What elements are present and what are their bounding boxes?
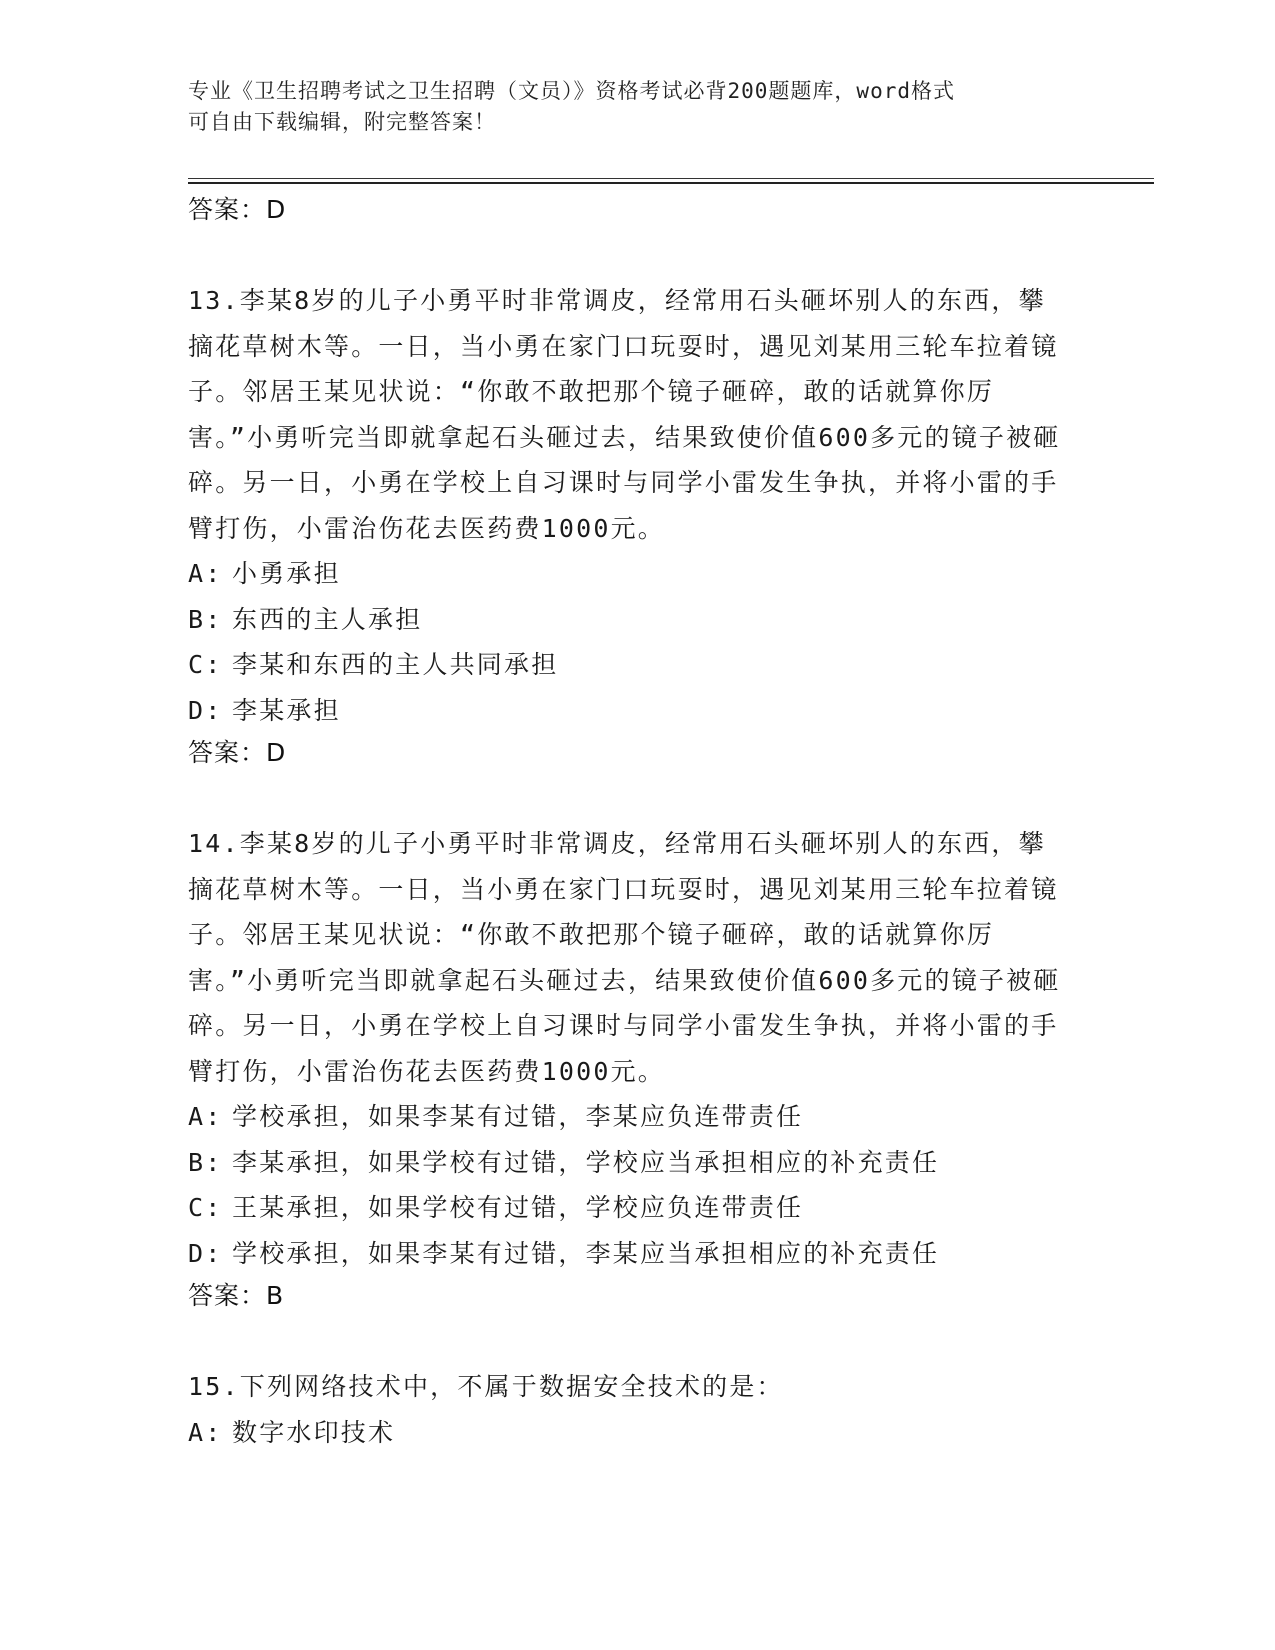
option-text: 东西的主人承担 (232, 604, 423, 634)
question-text: 15.下列网络技术中，不属于数据安全技术的是： (188, 1372, 784, 1401)
previous-answer: 答案：D (188, 195, 287, 224)
option-d (188, 688, 1068, 734)
option-d (188, 1231, 1068, 1277)
option-a (188, 1410, 1068, 1456)
question-text: 13.李某8岁的儿子小勇平时非常调皮，经常用石头砸坏别人的东西，攀摘花草树木等。一日，当小勇在家门口玩耍时，遇见刘某用三轮车拉着镜子。邻居王某见状说：“你敢不敢把那个镜子砸碎，敢的话就算你厉害。”小勇听完当即就拿起石头砸过去，结果致使价值600多元的镜子被砸碎。另一日，小勇在学校上自习课时与同学小雷发生争执，并将小雷的手臂打伤，小雷治伤花去医药费1000元。 (188, 286, 1061, 543)
question-text: 14.李某8岁的儿子小勇平时非常调皮，经常用石头砸坏别人的东西，攀摘花草树木等。一日，当小勇在家门口玩耍时，遇见刘某用三轮车拉着镜子。邻居王某见状说：“你敢不敢把那个镜子砸碎，敢的话就算你厉害。”小勇听完当即就拿起石头砸过去，结果致使价值600多元的镜子被砸碎。另一日，小勇在学校上自习课时与同学小雷发生争执，并将小雷的手臂打伤，小雷治伤花去医药费1000元。 (188, 829, 1061, 1086)
document-body (188, 190, 1068, 1455)
option-letter: D: (188, 1238, 223, 1268)
option-text: 王某承担，如果学校有过错，学校应负连带责任 (232, 1193, 804, 1222)
question-13 (188, 278, 1068, 773)
option-b (188, 1140, 1068, 1186)
option-letter: C: (188, 1193, 223, 1222)
document-header (188, 76, 1068, 138)
header-divider-thick (188, 182, 1154, 184)
option-letter: D: (188, 695, 223, 725)
option-letter: B: (188, 604, 223, 634)
header-line-2: 可自由下载编辑，附完整答案！ (188, 110, 496, 134)
option-c (188, 642, 1068, 688)
answer-line: 答案：D (188, 738, 287, 767)
question-15 (188, 1364, 1068, 1455)
option-text: 学校承担，如果李某有过错，李某应负连带责任 (232, 1102, 804, 1131)
option-text: 李某承担 (232, 695, 341, 725)
option-letter: A: (188, 559, 223, 588)
option-letter: A: (188, 1417, 223, 1447)
option-letter: A: (188, 1102, 223, 1131)
option-letter: B: (188, 1147, 223, 1177)
option-text: 小勇承担 (232, 559, 341, 588)
option-text: 李某和东西的主人共同承担 (232, 650, 559, 679)
option-b (188, 597, 1068, 643)
option-text: 数字水印技术 (232, 1417, 396, 1447)
option-letter: C: (188, 650, 223, 679)
question-14 (188, 821, 1068, 1316)
header-divider-thin (188, 178, 1154, 179)
option-a (188, 1094, 1068, 1140)
option-c (188, 1185, 1068, 1231)
option-text: 学校承担，如果李某有过错，李某应当承担相应的补充责任 (232, 1238, 940, 1268)
option-text: 李某承担，如果学校有过错，学校应当承担相应的补充责任 (232, 1147, 940, 1177)
answer-line: 答案：B (188, 1281, 285, 1310)
option-a (188, 551, 1068, 597)
header-line-1: 专业《卫生招聘考试之卫生招聘（文员）》资格考试必背200题题库，word格式 (188, 79, 955, 103)
